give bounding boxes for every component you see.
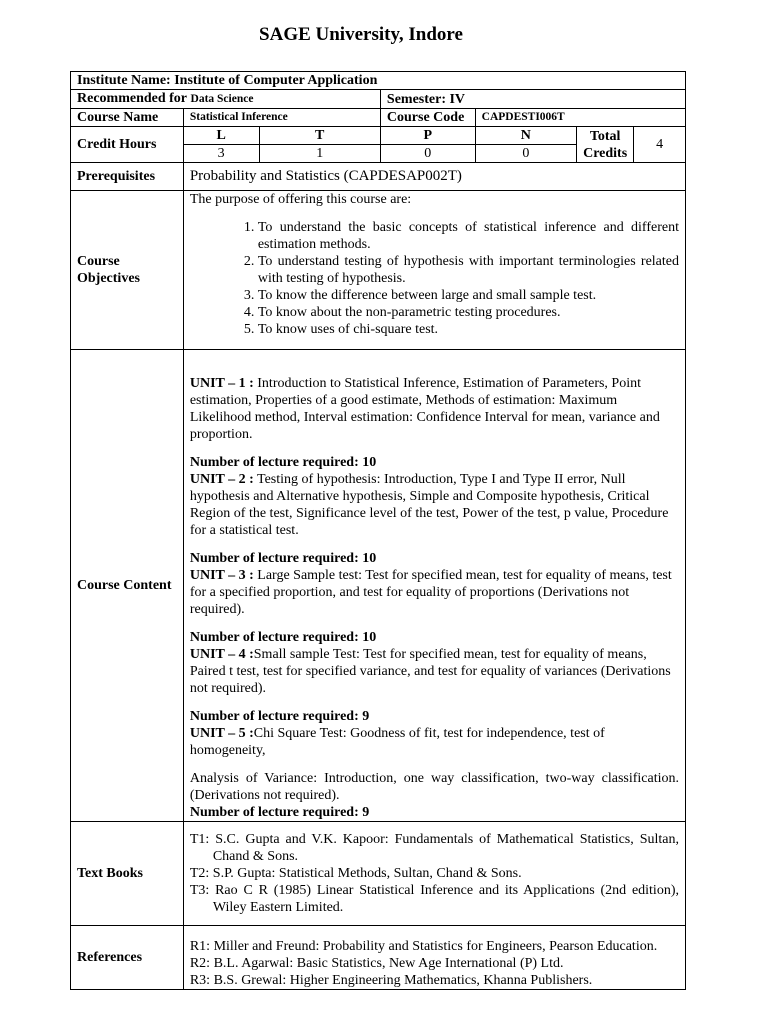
unit-3-title: UNIT – 3 : (189, 568, 254, 583)
objective-item: 5. To know uses of chi-square test. (258, 321, 679, 338)
course-name-value: Statistical Inference (183, 109, 380, 127)
references-label: References (71, 926, 184, 990)
unit-1-text: Introduction to Statistical Inference, Estimation of Parameters, Point estimation, Properties of a good estimate, Methods of estimation: Maximum Likelihood method, Interval estimation: Confidence Interval for mean, variance and proportion. (189, 376, 660, 442)
total-credits-value: 4 (634, 127, 686, 163)
reference-item: R2: B.L. Agarwal: Basic Statistics, New Age International (P) Ltd. (189, 956, 564, 971)
objective-item: 3. To know the difference between large and small sample test. (258, 287, 679, 304)
credit-value-t: 1 (259, 145, 380, 163)
course-code-label: Course Code (380, 109, 475, 127)
recommended-value: Data Science (190, 93, 254, 105)
credit-header-n: N (475, 127, 576, 145)
reference-item: R1: Miller and Freund: Probability and Statistics for Engineers, Pearson Education. (189, 939, 658, 954)
total-credits-label: Total Credits (577, 127, 634, 163)
institute-row (71, 72, 686, 90)
prerequisites-row (71, 163, 686, 191)
objectives-row (71, 191, 686, 350)
textbooks-label: Text Books (71, 822, 184, 926)
unit-2 (190, 454, 679, 539)
credit-value-p: 0 (380, 145, 475, 163)
syllabus-table (70, 71, 686, 990)
anova-text: Analysis of Variance: Introduction, one way classification, two-way classification. (Derivations not required). (189, 771, 679, 803)
semester-value: IV (449, 91, 466, 107)
semester-label: Semester: (386, 91, 446, 107)
course-code-value: CAPDESTI006T (475, 109, 685, 127)
textbooks-cell (183, 822, 685, 926)
recommended-row (71, 90, 686, 109)
institute-label: Institute Name: (77, 73, 171, 88)
unit-3 (190, 550, 679, 618)
unit-4-title: UNIT – 4 : (189, 647, 254, 662)
objectives-label: Course Objectives (71, 191, 184, 350)
textbook-item: T2: S.P. Gupta: Statistical Methods, Sultan, Chand & Sons. (189, 866, 522, 881)
content-label: Course Content (71, 350, 184, 822)
credit-header-t: T (259, 127, 380, 145)
objectives-intro: The purpose of offering this course are: (189, 192, 412, 207)
objective-item: 1. To understand the basic concepts of statistical inference and different estimation methods. (258, 219, 679, 253)
course-name-label: Course Name (71, 109, 184, 127)
prerequisites-value: Probability and Statistics (CAPDESAP002T) (183, 163, 685, 191)
objectives-cell (183, 191, 685, 350)
unit-1 (190, 375, 679, 443)
unit-5-text: Chi Square Test: Goodness of fit, test for independence, test of homogeneity, (189, 726, 605, 758)
recommended-label: Recommended for (77, 91, 188, 106)
objectives-list (190, 219, 679, 338)
content-row (71, 350, 686, 822)
objective-item: 2. To understand testing of hypothesis with important terminologies related with testing of hypothesis. (258, 253, 679, 287)
final-lecture: Number of lecture required: 9 (189, 805, 370, 820)
unit-4-lecture: Number of lecture required: 10 (189, 630, 377, 645)
objective-item: 4. To know about the non-parametric testing procedures. (258, 304, 679, 321)
content-cell (183, 350, 685, 822)
credit-header-l: L (183, 127, 259, 145)
unit-4-text: Small sample Test: Test for specified mean, test for equality of means, Paired t test, test for specified variance, and test for equality of variances (Derivations not required). (189, 647, 671, 696)
textbook-item: T3: Rao C R (1985) Linear Statistical Inference and its Applications (2nd edition), Wiley Eastern Limited. (189, 883, 679, 915)
unit-2-lecture: Number of lecture required: 10 (189, 455, 377, 470)
unit-3-text: Large Sample test: Test for specified mean, test for equality of means, test for a specified proportion, and test for equality of proportions (Derivations not required). (189, 568, 672, 617)
textbooks-row (71, 822, 686, 926)
unit-3-lecture: Number of lecture required: 10 (189, 551, 377, 566)
credit-header-row (71, 127, 686, 145)
institute-value: Institute of Computer Application (174, 73, 378, 88)
credit-hours-label: Credit Hours (71, 127, 184, 163)
references-cell (183, 926, 685, 990)
credit-header-p: P (380, 127, 475, 145)
unit-2-title: UNIT – 2 : (189, 472, 254, 487)
unit-1-title: UNIT – 1 : (189, 376, 254, 391)
prerequisites-label: Prerequisites (71, 163, 184, 191)
references-row (71, 926, 686, 990)
reference-item: R3: B.S. Grewal: Higher Engineering Mathematics, Khanna Publishers. (189, 973, 593, 988)
textbook-item: T1: S.C. Gupta and V.K. Kapoor: Fundamentals of Mathematical Statistics, Sultan, Chand & Sons. (189, 832, 679, 864)
course-name-row (71, 109, 686, 127)
credit-value-l: 3 (183, 145, 259, 163)
unit-4 (190, 629, 679, 697)
document-title: SAGE University, Indore (259, 24, 463, 45)
unit-2-text: Testing of hypothesis: Introduction, Type I and Type II error, Null hypothesis and Alternative hypothesis, Simple and Composite hypothesis, Critical Region of the test, Significance level of the test, Power of the test, p value, Procedure for a statistical test. (189, 472, 669, 538)
credit-value-n: 0 (475, 145, 576, 163)
unit-5-lecture: Number of lecture required: 9 (189, 709, 370, 724)
unit-5 (190, 708, 679, 759)
unit-5-title: UNIT – 5 : (189, 726, 254, 741)
